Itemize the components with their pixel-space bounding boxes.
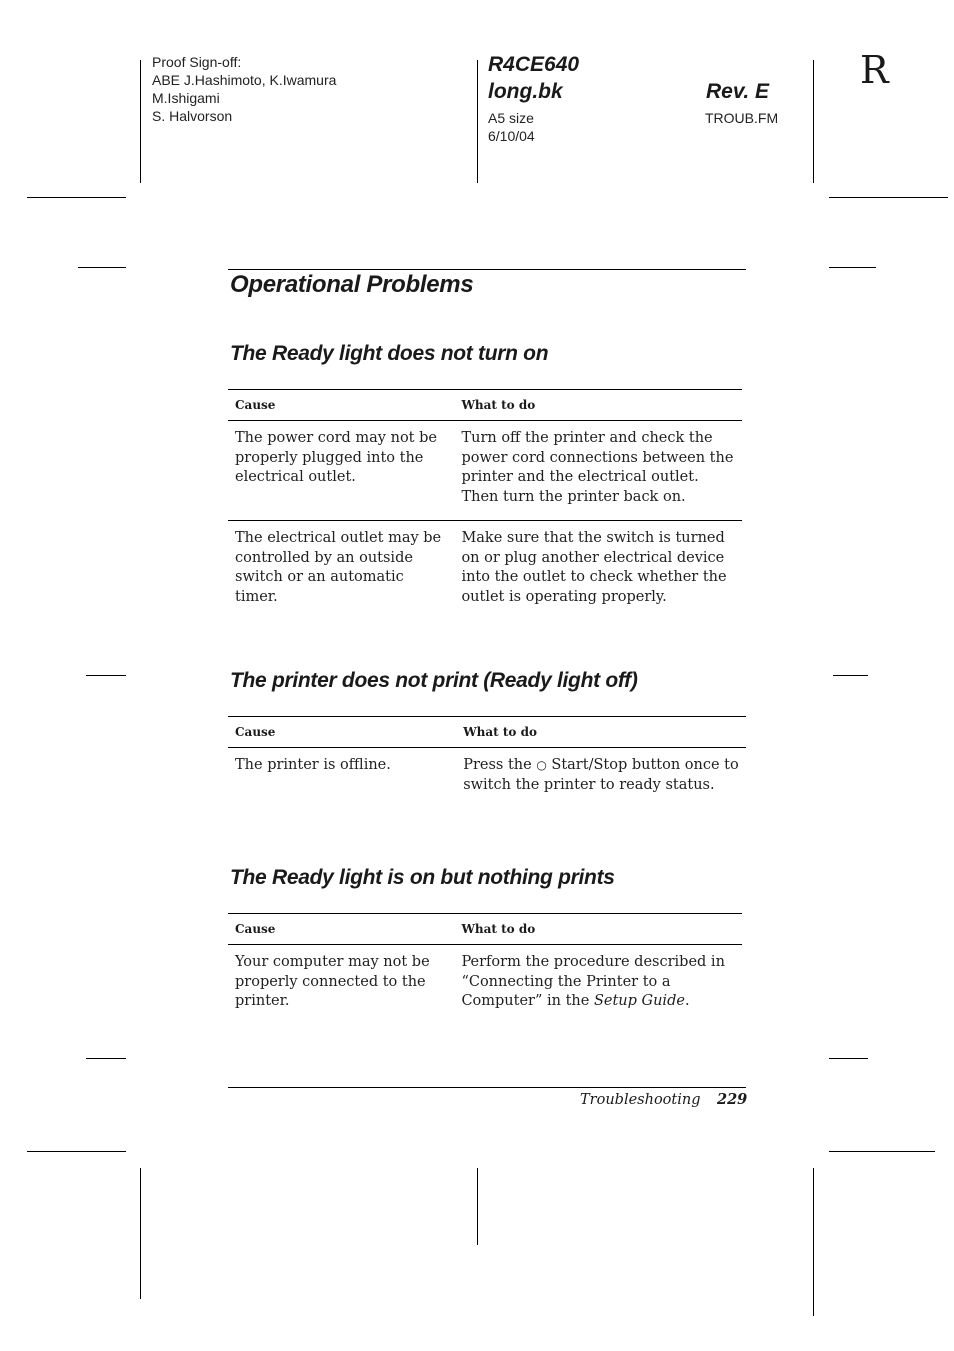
table-row [228, 421, 742, 521]
crop-mark [27, 197, 126, 198]
crop-mark [829, 1058, 868, 1059]
what-to-do-cell [454, 945, 742, 1025]
chapter-name: Troubleshooting [580, 1092, 701, 1108]
doc-code: R4CE640 [488, 53, 580, 76]
table-row [228, 945, 742, 1025]
section-letter: R [860, 48, 889, 92]
paper-size: A5 size [488, 110, 534, 126]
instruction-text: Press the [463, 757, 537, 773]
cause-cell: Your computer may not be properly connected to the printer. [235, 954, 430, 1009]
column-header-cause: Cause [228, 914, 454, 945]
instruction-text: . [684, 993, 690, 1009]
crop-mark [813, 1168, 814, 1316]
crop-mark [78, 267, 126, 268]
section-heading: The printer does not print (Ready light off) [230, 669, 638, 692]
column-header-cause: Cause [228, 390, 454, 421]
revision: Rev. E [706, 80, 770, 103]
column-header-what-to-do: What to do [456, 717, 746, 748]
proof-line: S. Halvorson [152, 108, 233, 124]
cause-cell: The power cord may not be properly plugged into the electrical outlet. [228, 421, 454, 521]
column-header-what-to-do: What to do [454, 914, 742, 945]
proof-line: Proof Sign-off: [152, 54, 242, 70]
proof-line: M.Ishigami [152, 90, 220, 106]
instruction-text: Start/Stop button once to switch the printer to ready status. [463, 757, 739, 793]
crop-mark [829, 1151, 935, 1152]
book-name: long.bk [488, 80, 563, 103]
troubleshooting-table [228, 389, 742, 620]
page-number: 229 [717, 1091, 748, 1108]
table-row [228, 748, 746, 809]
footer-rule [228, 1087, 746, 1088]
table-row [228, 521, 742, 621]
what-to-do-cell: Turn off the printer and check the power cord connections between the printer and the electrical outlet. Then turn the printer back on. [454, 421, 742, 521]
page-title: Operational Problems [230, 271, 474, 298]
section-heading: The Ready light does not turn on [230, 342, 549, 365]
troubleshooting-table [228, 716, 746, 808]
crop-mark [477, 1168, 478, 1245]
doc-date: 6/10/04 [488, 128, 535, 144]
setup-guide-reference: Setup Guide [593, 993, 685, 1009]
crop-mark [477, 60, 478, 183]
cause-cell: The electrical outlet may be controlled by an outside switch or an automatic timer. [235, 530, 442, 605]
crop-mark [833, 675, 868, 676]
column-header-what-to-do: What to do [454, 390, 742, 421]
crop-mark [813, 60, 814, 183]
start-stop-icon: ○ [536, 758, 547, 772]
section-heading: The Ready light is on but nothing prints [230, 866, 615, 889]
crop-mark [86, 675, 126, 676]
instruction-text: Perform the procedure described in “Connecting the Printer to a Computer” in the [461, 954, 725, 1009]
what-to-do-cell: Make sure that the switch is turned on or plug another electrical device into the outlet to check whether the outlet is operating properly. [461, 530, 727, 605]
crop-mark [829, 267, 876, 268]
proof-line: ABE J.Hashimoto, K.Iwamura [152, 72, 337, 88]
crop-mark [829, 197, 948, 198]
cause-cell: The printer is offline. [235, 757, 391, 773]
crop-mark [140, 60, 141, 183]
file-name: TROUB.FM [705, 110, 779, 126]
crop-mark [27, 1151, 126, 1152]
troubleshooting-table [228, 913, 742, 1025]
what-to-do-cell [456, 748, 746, 809]
crop-mark [86, 1058, 126, 1059]
column-header-cause: Cause [228, 717, 456, 748]
crop-mark [140, 1168, 141, 1299]
proof-signoff [152, 53, 336, 125]
